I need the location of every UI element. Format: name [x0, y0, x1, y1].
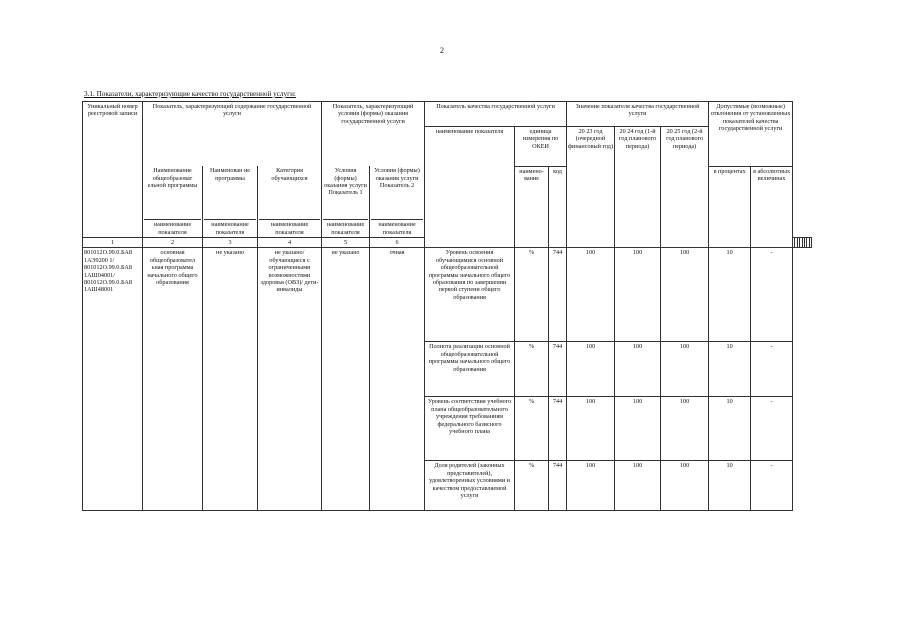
header-quality-group: Показатель качества государственной услуги	[425, 102, 567, 127]
table-row: 801012О.99.0.БА8 1АЭ9200 1/ 801012О.99.0.БА8 1АШ04001/ 801012О.99.0.БА8 1АШ48001 основная общеобразовател ьная программа начального общего образования не указано не указано/ обучающиеся с ограниченными возможностями здоровья (ОВЗ)/ дети-инвалиды не указано очная Уровень освоения обучающимися основной общеобразовательной программы начального общего образования по завершении первой ступени общего образования % 744 100 100 100 10 -	[83, 248, 812, 342]
indicator-name: Уровень соответствия учебного плана общеобразовательного учреждения требованиям федерального базисного учебного плана	[425, 397, 515, 461]
record-program-name: основная общеобразовател ьная программа начального общего образования	[143, 248, 203, 511]
header-deviation-group: Допустимые (возможные) отклонения от установленных показателей качества государственной услуги	[709, 102, 793, 167]
table-row: Уровень соответствия учебного плана общеобразовательного учреждения требованиям федерального базисного учебного плана % 744 100 100 100 10 -	[83, 397, 812, 461]
header-category: Категория обучающихся наименование показателя	[258, 166, 322, 237]
indicator-name: Уровень освоения обучающимися основной общеобразовательной программы начального общего образования по завершении первой ступени общего образования	[425, 248, 515, 342]
header-dev-abs: в абсолютных величинах	[751, 166, 793, 248]
header-year2: 20 24 год (1-й год планового периода)	[615, 126, 661, 248]
record-condition-1: не указано	[322, 248, 370, 511]
table-row: Доля родителей (законных представителей), удовлетворенных условиями и качеством предоставляемой услуги % 744 100 100 100 10 -	[83, 461, 812, 511]
header-conditions-group: Показатель, характеризующий условия (формы) оказания государственной услуги	[322, 102, 425, 127]
header-year3: 20 25 год (2-й год планового периода)	[661, 126, 709, 248]
header-indicator-name: наименование показателя	[425, 126, 515, 248]
header-value-group: Значение показателя качества государственной услуги	[567, 102, 709, 127]
header-content-group: Показатель, характеризующий содержание государственной услуги	[143, 102, 322, 127]
record-category: не указано/ обучающиеся с ограниченными возможностями здоровья (ОВЗ)/ дети-инвалиды	[258, 248, 322, 511]
column-numbers-row: 1 2 3 4 5 6	[83, 238, 812, 248]
indicator-name: Доля родителей (законных представителей), удовлетворенных условиями и качеством предоставляемой услуги	[425, 461, 515, 511]
header-unit-okei: единица измерения по ОКЕИ	[515, 126, 567, 166]
record-unique-no: 801012О.99.0.БА8 1АЭ9200 1/ 801012О.99.0.БА8 1АШ04001/ 801012О.99.0.БА8 1АШ48001	[83, 248, 143, 511]
header-condition-1: Условия (формы) оказания услуги Показатель 1 наименование показателя	[322, 166, 370, 237]
indicator-name: Полнота реализации основной общеобразовательной программы начального общего образования	[425, 342, 515, 397]
header-program: Наименован ие программы наименование показателя	[203, 166, 258, 237]
page-number: 2	[440, 46, 444, 55]
header-condition-2: Условия (формы) оказания услуги Показатель 2 наименование показателя	[370, 166, 425, 237]
header-year1: 20 23 год (очередной финансовый год)	[567, 126, 615, 248]
record-program: не указано	[203, 248, 258, 511]
quality-table	[82, 101, 812, 511]
record-condition-2: очная	[370, 248, 425, 511]
header-unit-code: код	[549, 166, 567, 248]
header-unit-name: наимено-вание	[515, 166, 549, 248]
header-unique-no: Уникальный номер реестровой записи	[83, 102, 143, 238]
header-row-2	[83, 126, 812, 166]
header-row-1	[83, 102, 812, 127]
section-title: 3.1. Показатели, характеризующие качество государственной услуги:	[84, 90, 296, 98]
header-dev-percent: в процентах	[709, 166, 751, 248]
table-row: Полнота реализации основной общеобразовательной программы начального общего образования % 744 100 100 100 10 -	[83, 342, 812, 397]
header-program-name: Наименование общеобразоват ельной программы наименование показателя	[143, 166, 203, 237]
